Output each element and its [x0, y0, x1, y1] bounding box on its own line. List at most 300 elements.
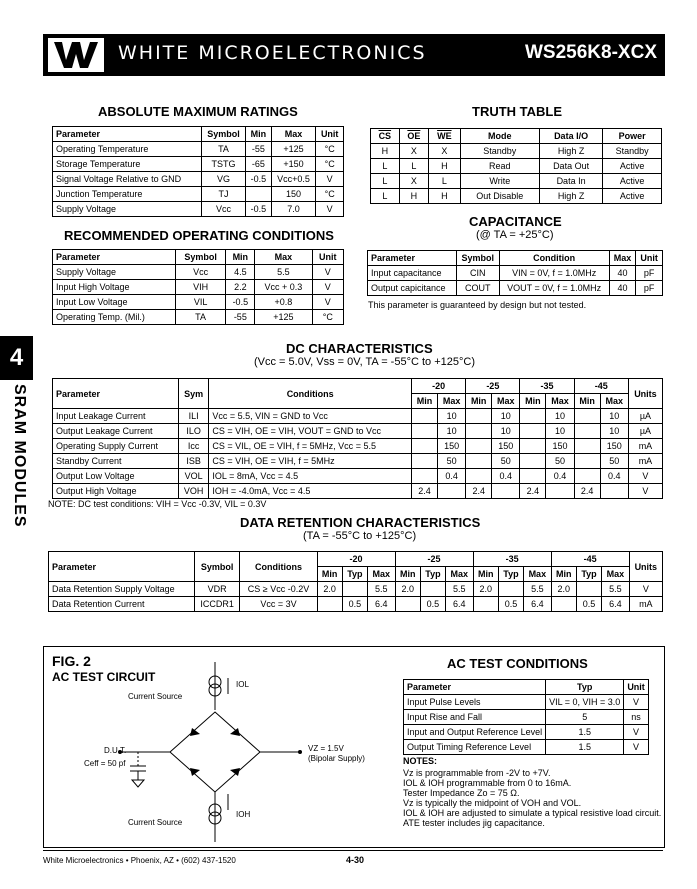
col-header: -20: [317, 552, 395, 567]
current-source-top-label: Current Source: [128, 692, 183, 701]
col-header: -35: [520, 379, 574, 394]
table-row: [53, 469, 663, 484]
cell: +125: [255, 310, 312, 325]
col-subheader: Min: [473, 567, 498, 582]
cell: Standby Current: [53, 454, 179, 469]
cell: 50: [600, 454, 628, 469]
cell: TA: [201, 142, 246, 157]
cell: High Z: [539, 189, 602, 204]
col-header: Parameter: [53, 127, 202, 142]
cell: 5.5: [367, 582, 395, 597]
cell: 150: [546, 439, 574, 454]
cell: [492, 484, 520, 499]
cell: Vcc+0.5: [271, 172, 316, 187]
cell: 50: [492, 454, 520, 469]
cell: [574, 409, 600, 424]
cell: V: [624, 740, 649, 755]
cell: High Z: [539, 144, 602, 159]
cell: Output Leakage Current: [53, 424, 179, 439]
cell: Supply Voltage: [53, 265, 176, 280]
cell: °C: [316, 157, 344, 172]
cell: Input Leakage Current: [53, 409, 179, 424]
col-subheader: Min: [317, 567, 342, 582]
table-row: [53, 265, 344, 280]
cell: Junction Temperature: [53, 187, 202, 202]
footer-rule: [43, 850, 663, 851]
dr-subtitle: (TA = -55°C to +125°C): [303, 530, 417, 542]
cell: 4.5: [226, 265, 255, 280]
col-subheader: Max: [367, 567, 395, 582]
cell: -65: [246, 157, 271, 172]
table-row: [53, 439, 663, 454]
vz-label: VZ = 1.5V: [308, 744, 344, 753]
cell: Data In: [539, 174, 602, 189]
cell: 40: [609, 266, 636, 281]
footer-contact: White Microelectronics • Phoenix, AZ • (602) 437-1520: [43, 856, 236, 865]
cell: V: [312, 265, 343, 280]
col-header: Unit: [312, 250, 343, 265]
cell: °C: [316, 187, 344, 202]
cell: 2.0: [551, 582, 576, 597]
col-header: -25: [395, 552, 473, 567]
cell: 10: [600, 424, 628, 439]
col-subheader: Typ: [576, 567, 601, 582]
cell: pF: [636, 281, 663, 296]
col-subheader: Max: [546, 394, 574, 409]
ac-note-line: Vz is programmable from -2V to +7V.: [403, 768, 551, 778]
cell: [498, 582, 523, 597]
ac-title: AC TEST CONDITIONS: [447, 656, 588, 671]
cell: 2.4: [412, 484, 438, 499]
cell: VDR: [194, 582, 240, 597]
cell: ILO: [178, 424, 209, 439]
rec-op-title: RECOMMENDED OPERATING CONDITIONS: [64, 228, 334, 243]
cell: [546, 484, 574, 499]
col-header: Unit: [636, 251, 663, 266]
cell: ILI: [178, 409, 209, 424]
cell: [520, 424, 546, 439]
dc-note: NOTE: DC test conditions: VIH = Vcc -0.3V, VIL = 0.3V: [48, 499, 267, 509]
cell: 0.4: [600, 469, 628, 484]
cell: 40: [609, 281, 636, 296]
cell: H: [429, 189, 461, 204]
cell: Output capicitance: [368, 281, 457, 296]
cell: VIH: [175, 280, 226, 295]
col-header: Min: [246, 127, 271, 142]
cell: Vcc = 3V: [240, 597, 317, 612]
cell: L: [399, 159, 428, 174]
cell: L: [429, 174, 461, 189]
table-header-row: [53, 250, 344, 265]
col-header: Conditions: [240, 552, 317, 582]
col-header: Parameter: [368, 251, 457, 266]
col-header: Units: [629, 552, 662, 582]
cell: [412, 409, 438, 424]
col-header: Typ: [546, 680, 624, 695]
cell: mA: [628, 439, 662, 454]
cell: 10: [492, 409, 520, 424]
cell: [520, 409, 546, 424]
table-row: [368, 281, 663, 296]
cell: 5.5: [255, 265, 312, 280]
cell: [551, 597, 576, 612]
table-row: [404, 710, 649, 725]
col-subheader: Max: [437, 394, 465, 409]
cell: VIN = 0V, f = 1.0MHz: [499, 266, 609, 281]
cell: CS = VIH, OE = VIH, f = 5MHz: [209, 454, 412, 469]
cell: 2.4: [574, 484, 600, 499]
cell: [246, 187, 271, 202]
cell: Vcc: [201, 202, 246, 217]
cell: VOL: [178, 469, 209, 484]
dut-label: D.U.T.: [104, 746, 127, 755]
cell: L: [371, 174, 400, 189]
col-header: -25: [466, 379, 520, 394]
cell: 5.5: [524, 582, 552, 597]
col-header: Data I/O: [539, 129, 602, 144]
col-header: Symbol: [201, 127, 246, 142]
ac-notes-title: NOTES:: [403, 756, 438, 766]
cell: [317, 597, 342, 612]
cell: 10: [437, 409, 465, 424]
cell: IOL = 8mA, Vcc = 4.5: [209, 469, 412, 484]
col-header: Parameter: [53, 379, 179, 409]
cell: Write: [460, 174, 539, 189]
cell: Input Rise and Fall: [404, 710, 546, 725]
table-row: [53, 280, 344, 295]
w-logo-icon: [48, 38, 104, 72]
cell: 7.0: [271, 202, 316, 217]
cell: CS ≥ Vcc -0.2V: [240, 582, 317, 597]
cell: Supply Voltage: [53, 202, 202, 217]
cell: L: [371, 159, 400, 174]
cell: Output Timing Reference Level: [404, 740, 546, 755]
cell: mA: [629, 597, 662, 612]
table-row: [53, 409, 663, 424]
col-subheader: Max: [600, 394, 628, 409]
table-row: [53, 424, 663, 439]
cell: L: [371, 189, 400, 204]
cell: V: [316, 202, 344, 217]
dr-table: [48, 551, 663, 612]
ceff-label: Ceff = 50 pf: [84, 759, 126, 768]
cell: [520, 439, 546, 454]
cell: 0.4: [546, 469, 574, 484]
cap-table: [367, 250, 663, 296]
cell: Standby: [603, 144, 662, 159]
cell: Storage Temperature: [53, 157, 202, 172]
table-row: [368, 266, 663, 281]
cell: [574, 439, 600, 454]
ac-note-line: Vz is typically the midpoint of VOH and VOL.: [403, 798, 582, 808]
section-tab-number: 4: [0, 336, 33, 380]
cell: VOH: [178, 484, 209, 499]
fig-label: FIG. 2: [52, 653, 91, 669]
cell: 10: [600, 409, 628, 424]
ioh-label: IOH: [236, 810, 251, 819]
ac-table: [403, 679, 649, 755]
col-header: -45: [574, 379, 628, 394]
truth-title: TRUTH TABLE: [472, 104, 563, 119]
cell: [420, 582, 445, 597]
cell: 0.4: [437, 469, 465, 484]
ac-note-line: IOL & IOH programmable from 0 to 16mA.: [403, 778, 572, 788]
cell: pF: [636, 266, 663, 281]
cell: -0.5: [246, 172, 271, 187]
dc-table: [52, 378, 663, 499]
table-row: [53, 484, 663, 499]
cell: Vcc = 5.5, VIN = GND to Vcc: [209, 409, 412, 424]
cell: TJ: [201, 187, 246, 202]
col-subheader: Min: [551, 567, 576, 582]
cell: 2.4: [520, 484, 546, 499]
cell: 1.5: [546, 725, 624, 740]
cell: V: [312, 280, 343, 295]
cell: 2.0: [473, 582, 498, 597]
cell: Read: [460, 159, 539, 174]
table-row: [53, 157, 344, 172]
table-row: [53, 142, 344, 157]
col-header: -35: [473, 552, 551, 567]
cell: 5: [546, 710, 624, 725]
cap-subtitle: (@ TA = +25°C): [476, 229, 554, 241]
col-subheader: Max: [602, 567, 630, 582]
col-subheader: Max: [492, 394, 520, 409]
col-header: -45: [551, 552, 629, 567]
cell: Standby: [460, 144, 539, 159]
cell: [466, 454, 492, 469]
cell: 2.0: [317, 582, 342, 597]
col-subheader: Min: [466, 394, 492, 409]
col-header: Condition: [499, 251, 609, 266]
cell: 50: [437, 454, 465, 469]
cell: Operating Supply Current: [53, 439, 179, 454]
cell: 6.4: [602, 597, 630, 612]
cell: [395, 597, 420, 612]
abs-max-table: [52, 126, 344, 217]
col-header: Sym: [178, 379, 209, 409]
table-header-row: [404, 680, 649, 695]
cell: TA: [175, 310, 226, 325]
cell: 0.5: [420, 597, 445, 612]
col-header: $\overline{OE}$: [399, 129, 428, 144]
cell: 150: [600, 439, 628, 454]
cell: Output Low Voltage: [53, 469, 179, 484]
cell: VOUT = 0V, f = 1.0MHz: [499, 281, 609, 296]
cell: 5.5: [446, 582, 474, 597]
cell: 50: [546, 454, 574, 469]
cell: Signal Voltage Relative to GND: [53, 172, 202, 187]
cell: VG: [201, 172, 246, 187]
cell: Vcc: [175, 265, 226, 280]
iol-label: IOL: [236, 680, 249, 689]
cell: H: [371, 144, 400, 159]
cell: V: [629, 582, 662, 597]
cell: Active: [603, 159, 662, 174]
company-name: WHITE MICROELECTRONICS: [118, 42, 427, 64]
col-header: Symbol: [194, 552, 240, 582]
cell: [342, 582, 367, 597]
table-header-row: [368, 251, 663, 266]
col-subheader: Min: [574, 394, 600, 409]
cell: 10: [492, 424, 520, 439]
cell: 1.5: [546, 740, 624, 755]
col-header: Mode: [460, 129, 539, 144]
cell: COUT: [456, 281, 499, 296]
table-row: [49, 582, 663, 597]
cell: Data Retention Current: [49, 597, 195, 612]
table-row: [404, 740, 649, 755]
col-header: Power: [603, 129, 662, 144]
col-subheader: Max: [524, 567, 552, 582]
ac-note-line: Tester Impedance Zo = 75 Ω.: [403, 788, 520, 798]
table-row: [53, 172, 344, 187]
dc-subtitle: (Vcc = 5.0V, Vss = 0V, TA = -55°C to +125°C): [254, 356, 475, 368]
col-header: Units: [628, 379, 662, 409]
col-subheader: Min: [412, 394, 438, 409]
cell: [473, 597, 498, 612]
truth-table: [370, 128, 662, 204]
cell: µA: [628, 409, 662, 424]
table-row: [49, 597, 663, 612]
col-header: Max: [255, 250, 312, 265]
cell: [466, 409, 492, 424]
cell: 6.4: [367, 597, 395, 612]
cell: Vcc + 0.3: [255, 280, 312, 295]
table-row: [404, 725, 649, 740]
cap-title: CAPACITANCE: [469, 214, 562, 229]
cell: 0.5: [342, 597, 367, 612]
table-row: [53, 202, 344, 217]
table-row: [371, 159, 662, 174]
cell: V: [624, 695, 649, 710]
cell: IOH = -4.0mA, Vcc = 4.5: [209, 484, 412, 499]
cell: [574, 424, 600, 439]
cell: Input Pulse Levels: [404, 695, 546, 710]
col-header: $\overline{WE}$: [429, 129, 461, 144]
rec-op-table: [52, 249, 344, 325]
cell: H: [429, 159, 461, 174]
cell: Data Retention Supply Voltage: [49, 582, 195, 597]
table-row: [371, 144, 662, 159]
col-header: Min: [226, 250, 255, 265]
cell: µA: [628, 424, 662, 439]
cell: 150: [492, 439, 520, 454]
cell: V: [312, 295, 343, 310]
section-tab-label-box: [4, 384, 32, 534]
col-subheader: Typ: [498, 567, 523, 582]
cell: mA: [628, 454, 662, 469]
table-row: [404, 695, 649, 710]
cell: V: [628, 469, 662, 484]
cell: [412, 439, 438, 454]
cell: H: [399, 189, 428, 204]
dc-title: DC CHARACTERISTICS: [286, 341, 433, 356]
cell: CS = VIH, OE = VIH, VOUT = GND to Vcc: [209, 424, 412, 439]
table-row: [53, 295, 344, 310]
cell: Input capacitance: [368, 266, 457, 281]
col-header: Symbol: [175, 250, 226, 265]
ac-note-line: ATE tester includes jig capacitance.: [403, 818, 545, 828]
cell: TSTG: [201, 157, 246, 172]
col-header: $\overline{CS}$: [371, 129, 400, 144]
cell: Operating Temperature: [53, 142, 202, 157]
table-row: [53, 310, 344, 325]
cell: -0.5: [226, 295, 255, 310]
cell: °C: [316, 142, 344, 157]
cell: 10: [546, 409, 574, 424]
col-header: Symbol: [456, 251, 499, 266]
bipolar-supply-label: (Bipolar Supply): [308, 754, 365, 763]
cell: +125: [271, 142, 316, 157]
cell: 2.0: [395, 582, 420, 597]
cell: X: [399, 144, 428, 159]
cell: 2.4: [466, 484, 492, 499]
current-source-bottom-label: Current Source: [128, 818, 183, 827]
cell: 6.4: [524, 597, 552, 612]
cell: [520, 469, 546, 484]
cell: [466, 439, 492, 454]
cell: [600, 484, 628, 499]
col-header: -20: [412, 379, 466, 394]
cell: VIL: [175, 295, 226, 310]
cell: 10: [437, 424, 465, 439]
col-header: Max: [271, 127, 316, 142]
cell: 0.4: [492, 469, 520, 484]
cell: ICCDR1: [194, 597, 240, 612]
table-row: [53, 454, 663, 469]
col-subheader: Typ: [342, 567, 367, 582]
cell: Input High Voltage: [53, 280, 176, 295]
col-header: Unit: [316, 127, 344, 142]
col-header: Conditions: [209, 379, 412, 409]
cell: +150: [271, 157, 316, 172]
company-logo: [48, 38, 104, 72]
cell: Output High Voltage: [53, 484, 179, 499]
ac-note-line: IOL & IOH are adjusted to simulate a typical resistive load circuit.: [403, 808, 662, 818]
section-tab-label: SRAM MODULES: [11, 384, 28, 528]
ac-notes: [403, 768, 661, 828]
cell: Input and Output Reference Level: [404, 725, 546, 740]
col-header: Unit: [624, 680, 649, 695]
table-row: [371, 174, 662, 189]
fig-title: AC TEST CIRCUIT: [52, 670, 156, 684]
cell: 150: [271, 187, 316, 202]
cell: [466, 424, 492, 439]
cell: VIL = 0, VIH = 3.0: [546, 695, 624, 710]
cell: CS = VIL, OE = VIH, f = 5MHz, Vcc = 5.5: [209, 439, 412, 454]
cell: Operating Temp. (Mil.): [53, 310, 176, 325]
cell: [576, 582, 601, 597]
abs-max-title: ABSOLUTE MAXIMUM RATINGS: [98, 104, 298, 119]
col-header: Parameter: [53, 250, 176, 265]
cell: [520, 454, 546, 469]
col-subheader: Min: [520, 394, 546, 409]
cell: [574, 469, 600, 484]
dr-title: DATA RETENTION CHARACTERISTICS: [240, 515, 481, 530]
table-row: [371, 189, 662, 204]
cell: -0.5: [246, 202, 271, 217]
cell: 10: [546, 424, 574, 439]
cell: 6.4: [446, 597, 474, 612]
cell: [412, 424, 438, 439]
cell: Active: [603, 174, 662, 189]
cell: V: [628, 484, 662, 499]
cell: °C: [312, 310, 343, 325]
part-number: WS256K8-XCX: [525, 42, 657, 63]
col-header: Max: [609, 251, 636, 266]
col-header: Parameter: [404, 680, 546, 695]
